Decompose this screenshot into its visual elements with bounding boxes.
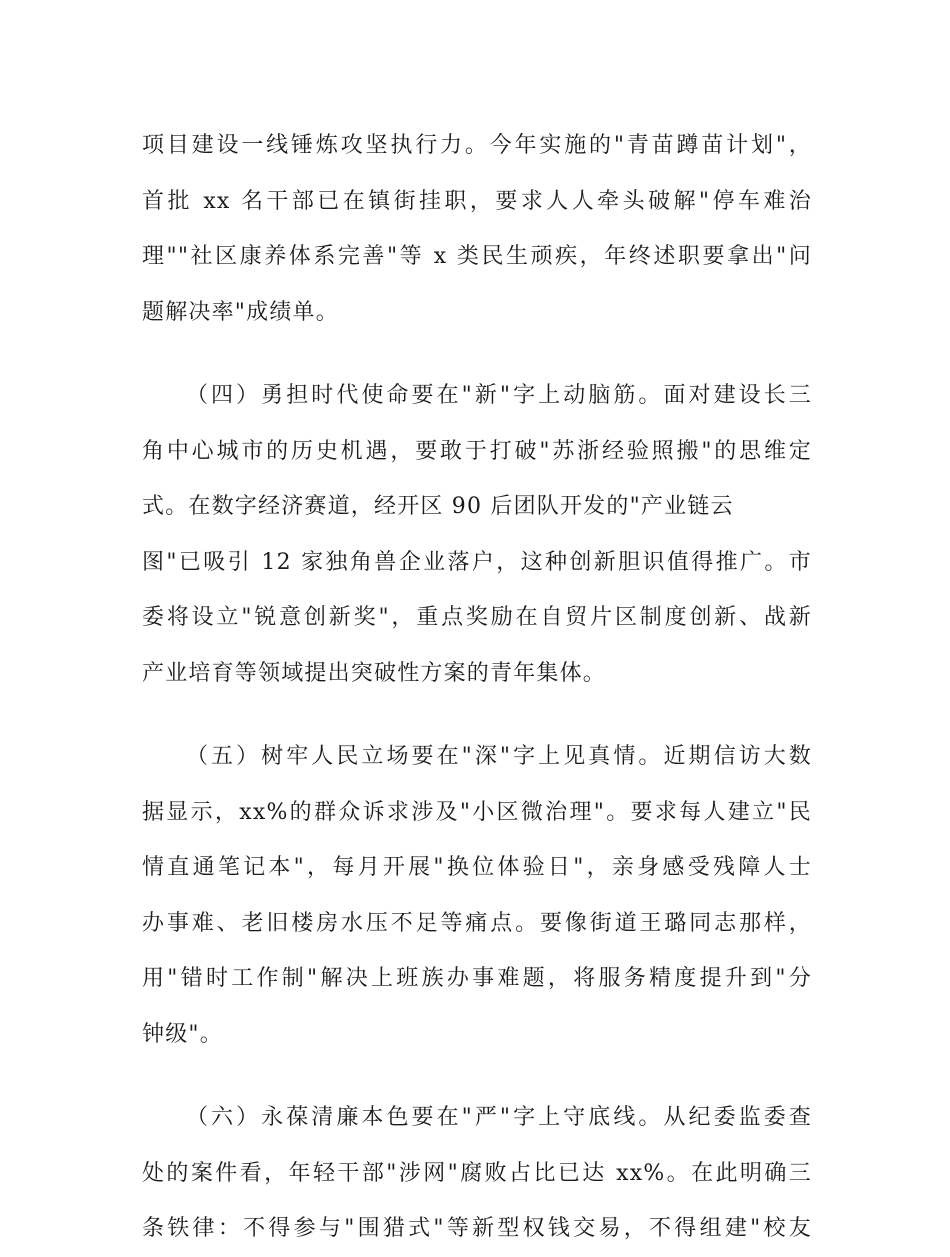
text-line: （五）树牢人民立场要在"深"字上见真情。近期信访大数	[186, 744, 812, 769]
paragraph-gap	[142, 1062, 812, 1090]
paragraph-continuation	[142, 118, 812, 340]
text-line: 钟级"。	[142, 1021, 223, 1047]
text-line: （六）永葆清廉本色要在"严"字上守底线。从纪委监委查	[186, 1105, 812, 1130]
text-line: 题解决率"成绩单。	[142, 299, 339, 325]
text-line: 情直通笔记本"，每月开展"换位体验日"，亲身感受残障人士	[142, 855, 812, 880]
text-line: 图"已吸引 12 家独角兽企业落户，这种创新胆识值得推广。市	[142, 549, 812, 575]
text-line: 条铁律：不得参与"围猎式"等新型权钱交易，不得组建"校友	[142, 1216, 812, 1241]
paragraph-section-5	[142, 729, 812, 1062]
text-line: （四）勇担时代使命要在"新"字上动脑筋。面对建设长三	[186, 383, 812, 408]
text-line: 用"错时工作制"解决上班族办事难题，将服务精度提升到"分	[142, 966, 812, 991]
text-line: 首批 xx 名干部已在镇街挂职，要求人人牵头破解"停车难治	[142, 188, 812, 214]
paragraph-gap	[142, 701, 812, 729]
paragraph-section-4	[142, 368, 812, 701]
text-line: 委将设立"锐意创新奖"，重点奖励在自贸片区制度创新、战新	[142, 605, 812, 630]
text-line: 办事难、老旧楼房水压不足等痛点。要像街道王璐同志那样，	[142, 910, 812, 936]
paragraph-gap	[142, 340, 812, 368]
text-line: 理""社区康养体系完善"等 x 类民生顽疾，年终述职要拿出"问	[142, 244, 812, 269]
text-line: 项目建设一线锤炼攻坚执行力。今年实施的"青苗蹲苗计划"，	[142, 133, 812, 158]
text-line: 据显示，xx%的群众诉求涉及"小区微治理"。要求每人建立"民	[142, 799, 812, 825]
text-line: 式。在数字经济赛道，经开区 90 后团队开发的"产业链云	[142, 494, 734, 519]
paragraph-section-6	[142, 1090, 812, 1257]
text-line: 产业培育等领域提出突破性方案的青年集体。	[142, 660, 607, 686]
text-line: 角中心城市的历史机遇，要敢于打破"苏浙经验照搬"的思维定	[142, 438, 812, 464]
text-line: 处的案件看，年轻干部"涉网"腐败占比已达 xx%。在此明确三	[142, 1160, 812, 1186]
document-body	[142, 118, 812, 1257]
